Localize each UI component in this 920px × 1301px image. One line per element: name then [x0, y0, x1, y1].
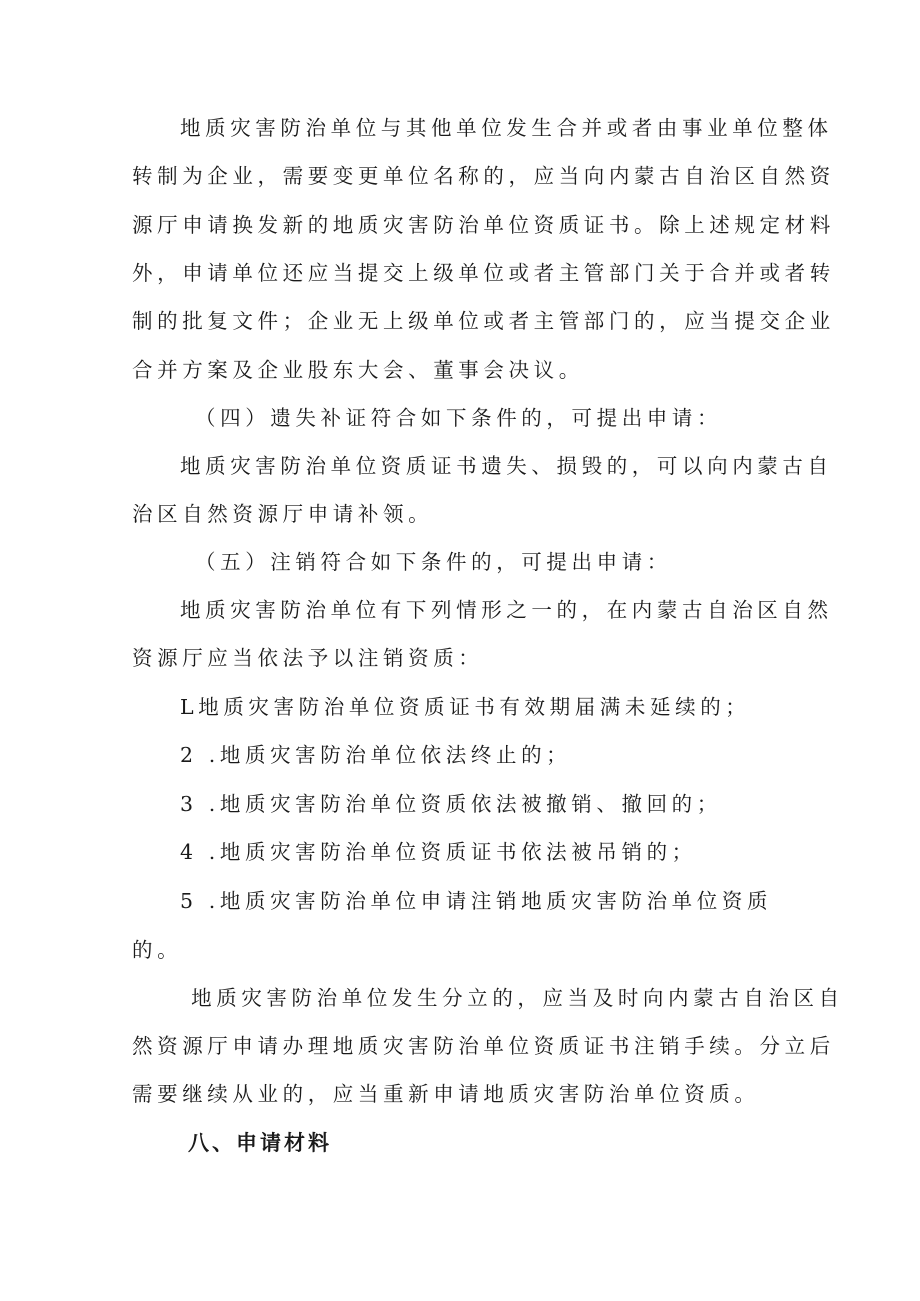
section-heading: 八、申请材料: [188, 1131, 332, 1155]
paragraph-line: 制的批复文件；企业无上级单位或者主管部门的，应当提交企业: [132, 309, 835, 333]
list-item: 3 .地质灾害防治单位资质依法被撤销、撤回的；: [180, 792, 722, 816]
list-item: 4 .地质灾害防治单位资质证书依法被吊销的；: [180, 840, 697, 864]
paragraph-line: 地质灾害防治单位资质证书遗失、损毁的，可以向内蒙古自: [180, 454, 833, 478]
list-item: 2 .地质灾害防治单位依法终止的；: [180, 743, 572, 767]
paragraph-line: 治区自然资源厅申请补领。: [132, 502, 434, 526]
paragraph-line: 的。: [132, 938, 183, 962]
paragraph-line: 资源厅应当依法予以注销资质：: [132, 646, 484, 670]
paragraph-line: 地质灾害防治单位有下列情形之一的，在内蒙古自治区自然: [180, 598, 833, 622]
paragraph-line: 外，申请单位还应当提交上级单位或者主管部门关于合并或者转: [132, 261, 835, 285]
paragraph-line: 转制为企业，需要变更单位名称的，应当向内蒙古自治区自然资: [132, 164, 835, 188]
paragraph-line: 地质灾害防治单位发生分立的，应当及时向内蒙古自治区自: [180, 986, 844, 1010]
paragraph-line: 合并方案及企业股东大会、董事会决议。: [132, 358, 584, 382]
paragraph-line: 地质灾害防治单位与其他单位发生合并或者由事业单位整体: [180, 116, 833, 140]
paragraph-line: 然资源厅申请办理地质灾害防治单位资质证书注销手续。分立后: [132, 1034, 835, 1058]
section-subheading: （四）遗失补证符合如下条件的，可提出申请：: [195, 406, 723, 430]
paragraph-line: 源厅申请换发新的地质灾害防治单位资质证书。除上述规定材料: [132, 213, 835, 237]
list-item: L地质灾害防治单位资质证书有效期届满未延续的；: [180, 695, 751, 719]
list-item: 5 .地质灾害防治单位申请注销地质灾害防治单位资质: [180, 889, 773, 913]
section-subheading: （五）注销符合如下条件的，可提出申请：: [195, 550, 672, 574]
paragraph-line: 需要继续从业的，应当重新申请地质灾害防治单位资质。: [132, 1082, 760, 1106]
